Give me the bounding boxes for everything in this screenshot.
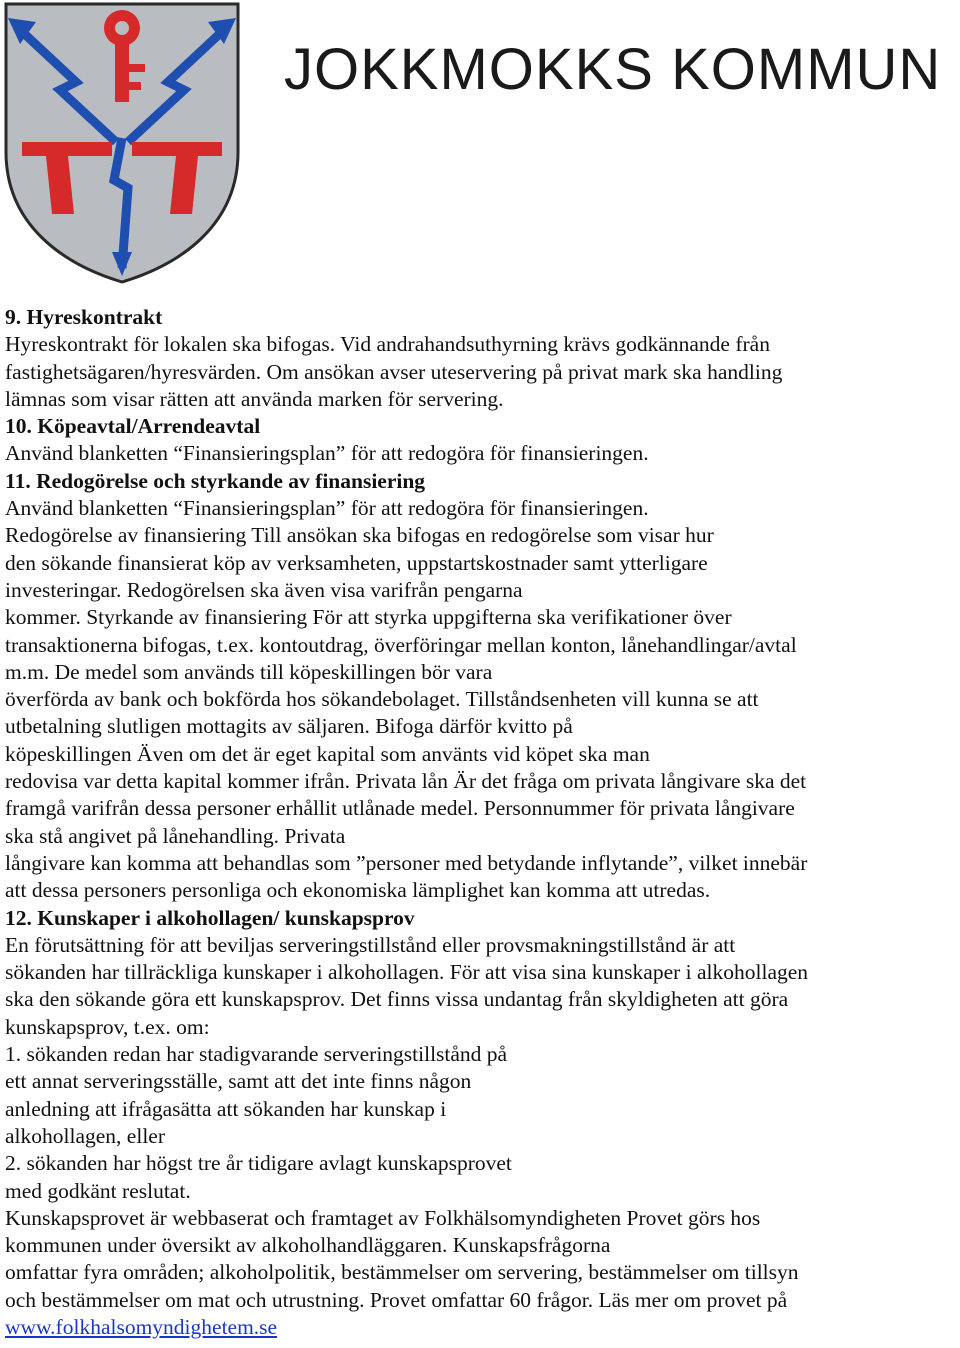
- municipality-name: JOKKMOKKS KOMMUN: [284, 37, 942, 102]
- section-heading: 12. Kunskaper i alkohollagen/ kunskapsprov: [5, 905, 415, 930]
- body-text-line: överförda av bank och bokförda hos sökandebolaget. Tillståndsenheten vill kunna se att: [5, 687, 759, 712]
- coat-of-arms-logo: [2, 2, 242, 284]
- body-text-line: Använd blanketten “Finansieringsplan” för att redogöra för finansieringen.: [5, 496, 649, 521]
- body-text-line: 2. sökanden har högst tre år tidigare avlagt kunskapsprovet: [5, 1151, 512, 1176]
- body-text-line: Hyreskontrakt för lokalen ska bifogas. Vid andrahandsuthyrning krävs godkännande från: [5, 332, 770, 357]
- website-link[interactable]: www.folkhalsomyndighetem.se: [5, 1314, 278, 1339]
- body-text-line: redovisa var detta kapital kommer ifrån. Privata lån Är det fråga om privata långivare ska det: [5, 769, 807, 794]
- body-text-line: investeringar. Redogörelsen ska även visa varifrån pengarna: [5, 577, 523, 602]
- body-text-line: utbetalning slutligen mottagits av säljaren. Bifoga därför kvitto på: [5, 714, 573, 739]
- body-text-line: Använd blanketten “Finansieringsplan” för att redogöra för finansieringen.: [5, 441, 649, 466]
- section-heading: 10. Köpeavtal/Arrendeavtal: [5, 414, 261, 439]
- body-text-line: alkohollagen, eller: [5, 1123, 165, 1148]
- body-text-line: anledning att ifrågasätta att sökanden har kunskap i: [5, 1096, 447, 1121]
- body-text-line: Redogörelse av finansiering Till ansökan ska bifogas en redogörelse som visar hur: [5, 523, 714, 548]
- body-text-line: kommer. Styrkande av finansiering För att styrka uppgifterna ska verifikationer över: [5, 605, 732, 630]
- body-text-line: långivare kan komma att behandlas som ”personer med betydande inflytande”, vilket innebär: [5, 850, 808, 875]
- body-text-line: med godkänt reslutat.: [5, 1178, 191, 1203]
- body-text-line: lämnas som visar rätten att använda marken för servering.: [5, 386, 504, 411]
- body-text-line: En förutsättning för att beviljas serveringstillstånd eller provsmakningstillstånd är att: [5, 932, 736, 957]
- body-text-line: fastighetsägaren/hyresvärden. Om ansökan avser uteservering på privat mark ska handling: [5, 359, 783, 384]
- body-text-line: kommunen under översikt av alkoholhandläggaren. Kunskapsfrågorna: [5, 1233, 611, 1258]
- body-text-line: köpeskillingen Även om det är eget kapital som använts vid köpet ska man: [5, 741, 650, 766]
- body-text-line: och bestämmelser om mat och utrustning. Provet omfattar 60 frågor. Läs mer om provet på: [5, 1287, 788, 1312]
- body-text-line: att dessa personers personliga och ekonomiska lämplighet kan komma att utredas.: [5, 878, 711, 903]
- section-heading: 9. Hyreskontrakt: [5, 305, 163, 329]
- body-text-line: Kunskapsprovet är webbaserat och framtaget av Folkhälsomyndigheten Provet görs hos: [5, 1205, 761, 1230]
- document-body: [5, 304, 955, 1341]
- body-text-line: sökanden har tillräckliga kunskaper i alkohollagen. För att visa sina kunskaper i alkohollagen: [5, 960, 809, 985]
- body-text-line: den sökande finansierat köp av verksamheten, uppstartskostnader samt ytterligare: [5, 550, 708, 575]
- body-text-line: kunskapsprov, t.ex. om:: [5, 1014, 210, 1039]
- body-text-line: m.m. De medel som används till köpeskillingen bör vara: [5, 659, 493, 684]
- section-heading: 11. Redogörelse och styrkande av finansiering: [5, 468, 426, 493]
- body-text-line: ska den sökande göra ett kunskapsprov. Det finns vissa undantag från skyldigheten att göra: [5, 987, 789, 1012]
- document-header: [0, 0, 960, 290]
- body-text-line: omfattar fyra områden; alkoholpolitik, bestämmelser om servering, bestämmelser om tillsyn: [5, 1260, 799, 1285]
- body-text-line: transaktionerna bifogas, t.ex. kontoutdrag, överföringar mellan konton, lånehandlingar/avtal: [5, 632, 797, 657]
- body-text-line: framgå varifrån dessa personer erhållit utlånade medel. Personnummer för privata långivare: [5, 796, 795, 821]
- body-text-line: ska stå angivet på lånehandling. Privata: [5, 823, 346, 848]
- body-text-line: ett annat serveringsställe, samt att det inte finns någon: [5, 1069, 472, 1094]
- body-text-line: 1. sökanden redan har stadigvarande serveringstillstånd på: [5, 1042, 508, 1067]
